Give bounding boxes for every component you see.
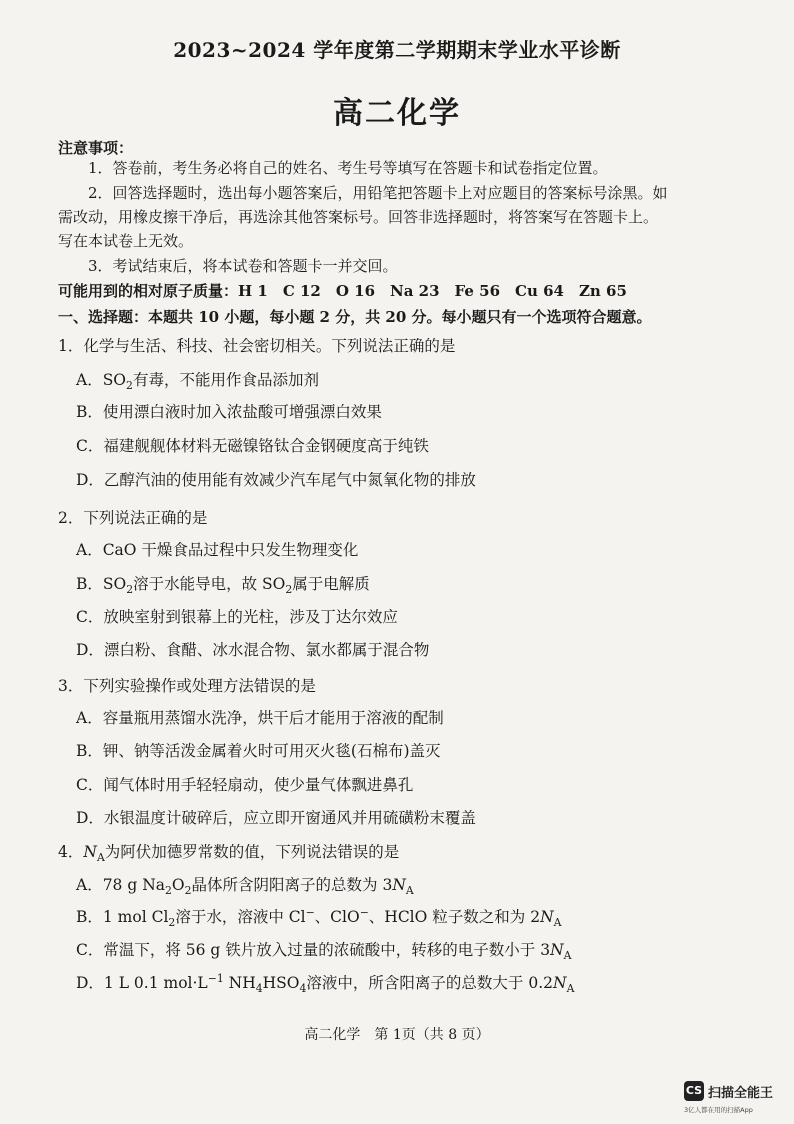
text: 属于电解质 [292,575,370,593]
subscript: 2 [126,379,133,393]
question-1-stem: 1．化学与生活、科技、社会密切相关。下列说法正确的是 [58,337,456,355]
superscript: − [359,905,369,919]
question-4-stem [58,840,400,865]
text: N [83,843,97,861]
question-1-option-d: D．乙醇汽油的使用能有效减少汽车尾气中氮氧化物的排放 [76,471,476,489]
text: C．常温下，将 56 g 铁片放入过量的浓硫酸中，转移的电子数小于 3 [76,941,551,959]
question-2-option-a: A．CaO 干燥食品过程中只发生物理变化 [76,541,359,559]
notice-item-2-line-1: 2．回答选择题时，选出每小题答案后，用铅笔把答题卡上对应题目的答案标号涂黑。如 [88,184,668,202]
superscript: − [305,905,315,919]
notice-item-2-line-3: 写在本试卷上无效。 [58,232,194,250]
notice-item-1: 1．答卷前，考生务必将自己的姓名、考生号等填写在答题卡和试卷指定位置。 [88,159,608,177]
text: 溶液中，所含阳离子的总数大于 0.2 [306,974,553,992]
notice-item-2-line-2: 需改动，用橡皮擦干净后，再选涂其他答案标号。回答非选择题时，将答案写在答题卡上。 [58,208,659,226]
question-2-option-b [76,572,370,597]
question-4-option-a [76,873,414,898]
question-4-option-d [76,971,575,996]
text: N [553,974,567,992]
text: 、ClO [314,908,360,926]
subscript: 4 [299,982,307,996]
text: 晶体所含阴阳离子的总数为 3 [191,876,393,894]
text: A．SO [76,371,127,389]
question-1-option-b: B．使用漂白液时加入浓盐酸可增强漂白效果 [76,403,382,421]
question-3-option-b: B．钾、钠等活泼金属着火时可用灭火毯(石棉布)盖灭 [76,742,441,760]
question-4-option-b [76,905,562,930]
text: N [540,908,554,926]
text: N [550,941,564,959]
text: NH [223,974,256,992]
subscript: 2 [168,916,176,930]
notice-item-3: 3．考试结束后，将本试卷和答题卡一并交回。 [88,257,398,275]
scanner-watermark [684,1081,788,1117]
subscript: A [96,851,105,865]
text: N [392,876,406,894]
question-3-option-d: D．水银温度计破碎后，应立即开窗通风并用硫磺粉末覆盖 [76,809,476,827]
question-1-option-a [76,368,319,393]
question-4-option-c [76,938,572,963]
question-2-option-c: C．放映室射到银幕上的光柱，涉及丁达尔效应 [76,608,398,626]
text: 4． [58,843,84,861]
text: B．SO [76,575,127,593]
text: A．78 g Na [76,876,165,894]
subscript: 2 [285,583,293,597]
text: O [171,876,185,894]
scanner-tagline: 3亿人都在用的扫描App [684,1106,753,1114]
subscript: A [405,884,414,898]
notice-heading: 注意事项： [58,139,134,157]
question-3-option-c: C．闻气体时用手轻轻扇动，使少量气体飘进鼻孔 [76,776,414,794]
question-2-stem: 2．下列说法正确的是 [58,509,208,527]
subscript: 2 [165,884,172,898]
atomic-masses: 可能用到的相对原子质量：H 1 C 12 O 16 Na 23 Fe 56 Cu 64 Zn 65 [58,282,627,300]
section-1-heading: 一、选择题：本题共 10 小题，每小题 2 分，共 20 分。每小题只有一个选项符合题意。 [58,308,652,326]
text: 溶于水能导电，故 SO [133,575,286,593]
subject-title: 高二化学 [333,96,461,131]
question-3-stem: 3．下列实验操作或处理方法错误的是 [58,677,316,695]
question-1-option-c: C．福建舰舰体材料无磁镍铬钛合金钢硬度高于纯铁 [76,437,429,455]
subscript: A [553,916,562,930]
camscanner-logo-icon: CS [684,1081,704,1101]
question-2-option-d: D．漂白粉、食醋、冰水混合物、氯水都属于混合物 [76,641,430,659]
text: HSO [262,974,300,992]
subscript: A [566,982,575,996]
subscript: A [563,949,572,963]
page-footer: 高二化学 第 1页（共 8 页） [304,1027,490,1043]
text: 、HClO 粒子数之和为 2 [368,908,541,926]
text: B．1 mol Cl [76,908,169,926]
text: D．1 L 0.1 mol·L [76,974,208,992]
superscript: −1 [207,971,224,985]
subscript: 2 [126,583,134,597]
question-3-option-a: A．容量瓶用蒸馏水洗净，烘干后才能用于溶液的配制 [76,709,444,727]
subscript: 4 [255,982,263,996]
text: 有毒，不能用作食品添加剂 [132,371,319,389]
scanner-app-name: 扫描全能王 [708,1086,774,1101]
exam-title: 2023~2024 学年度第二学期期末学业水平诊断 [173,38,621,62]
text: 溶于水，溶液中 Cl [175,908,306,926]
text: 为阿伏加德罗常数的值，下列说法错误的是 [104,843,400,861]
subscript: 2 [184,884,192,898]
